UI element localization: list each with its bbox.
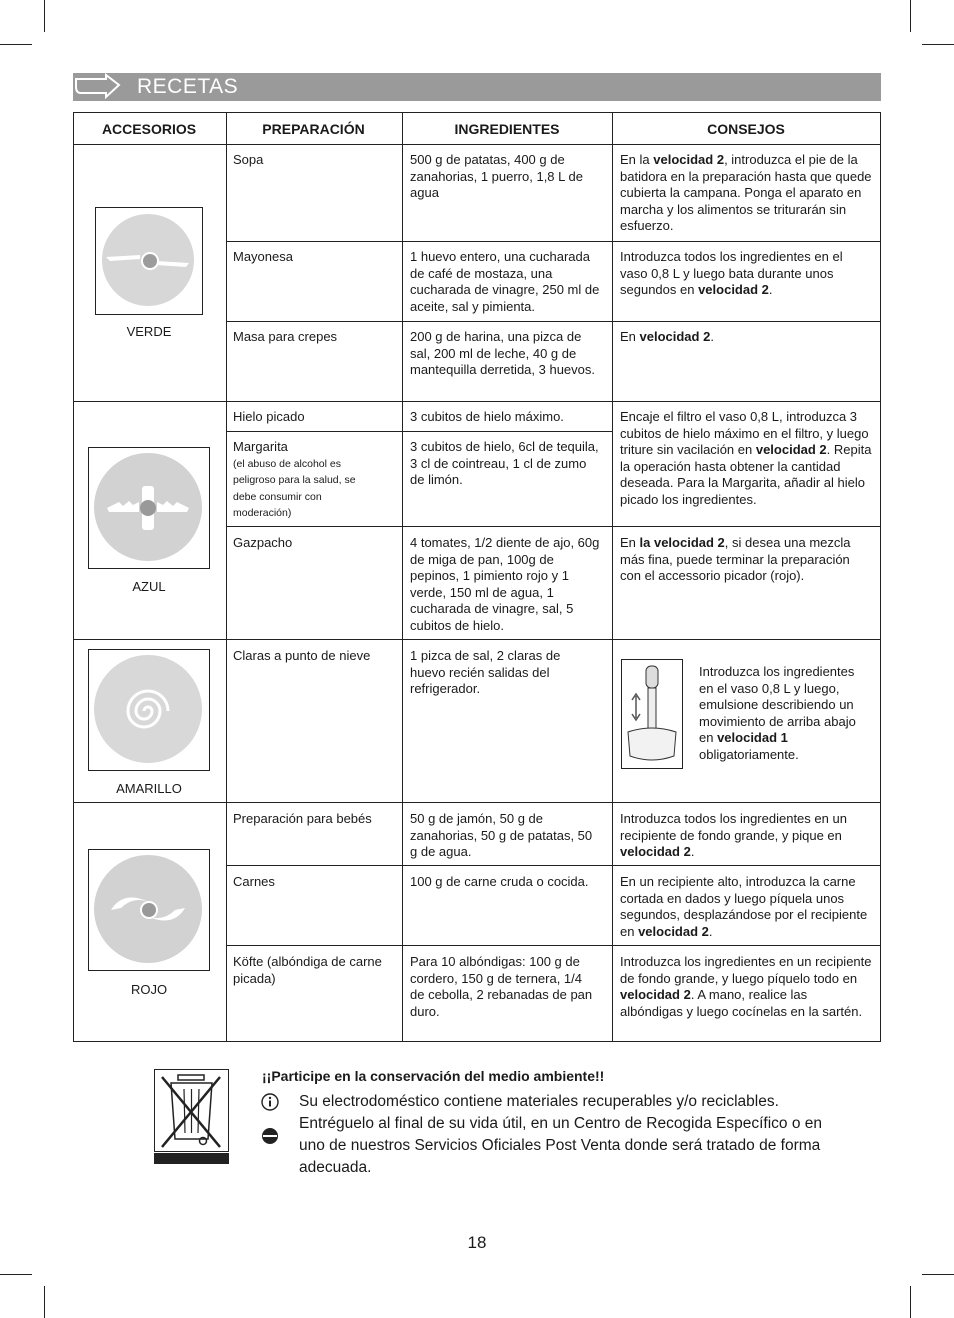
tip-crepes: En velocidad 2. — [620, 329, 714, 344]
prep-claras: Claras a punto de nieve — [233, 648, 371, 663]
crop-mark — [0, 44, 32, 45]
prep-gazpacho: Gazpacho — [233, 535, 293, 550]
blue-blade-accessory-image — [88, 447, 210, 569]
ingredients-sopa: 500 g de patatas, 400 g de zanahorias, 1 puerro, 1,8 L de agua — [410, 152, 583, 200]
margarita-note: (el abuso de alcohol es peligroso para la salud, se debe consumir con moderación) — [233, 457, 356, 519]
ingredients-kofte: Para 10 albóndigas: 100 g de cordero, 150 g de ternera, 1/4 de cebolla, 2 rebanadas de pan duro. — [410, 954, 593, 1019]
tip-hielo-margarita: Encaje el filtro el vaso 0,8 L, introduzca 3 cubitos de hielo máximo en el filtro, y luego triture sin vacilación en velocidad 2. Repita la operación hasta obtener la cantidad deseada. Para la Margarita, añadir al hielo picado los ingredientes. — [620, 409, 872, 507]
section-title: RECETAS — [137, 75, 239, 98]
red-blade-accessory-image — [88, 849, 210, 971]
ingredients-mayonesa: 1 huevo entero, una cucharada de café de mostaza, una cucharada de vinagre, 250 ml de aceite, sal y pimienta. — [410, 249, 600, 314]
environment-text: Su electrodoméstico contiene materiales recuperables y/o reciclables. Entréguelo al final de su vida útil, en un Centro de Recogida Específico o en uno de nuestros Servicios Oficiales Post Venta donde será tratado de forma adecuada. — [299, 1093, 823, 1176]
crop-mark — [0, 1274, 32, 1275]
tip-kofte: Introduzca los ingredientes en un recipiente de fondo grande, y luego píquelo todo en velocidad 2. A mano, realice las albóndigas y luego cocínelas en la sartén. — [620, 954, 872, 1019]
crop-mark — [922, 1274, 954, 1275]
crossed-out-bin-icon — [154, 1069, 229, 1164]
prep-hielo: Hielo picado — [233, 409, 305, 424]
prep-crepes: Masa para crepes — [233, 329, 338, 344]
green-blade-accessory-image — [95, 207, 203, 315]
margarita-title: Margarita — [233, 439, 288, 454]
tip-carnes: En un recipiente alto, introduzca la carne cortada en dados y luego píquela unos segundos, desplazándose por el recipiente en velocidad 2. — [620, 874, 868, 939]
yellow-whisk-accessory-image — [88, 649, 210, 771]
crop-mark — [44, 1286, 45, 1318]
prep-sopa: Sopa — [233, 152, 264, 167]
crop-mark — [922, 44, 954, 45]
crop-mark — [910, 1286, 911, 1318]
info-icon — [261, 1093, 279, 1116]
ingredients-crepes: 200 g de harina, una pizca de sal, 200 ml de leche, 40 g de mantequilla derretida, 3 huevos. — [410, 329, 596, 377]
tip-mayonesa: Introduzca todos los ingredientes en el vaso 0,8 L y luego bata durante unos segundos en velocidad 2. — [620, 249, 843, 297]
header-preparacion: PREPARACIÓN — [262, 121, 365, 137]
header-accesorios: ACCESORIOS — [101, 121, 197, 137]
header-consejos: CONSEJOS — [707, 121, 785, 137]
tip-bebes: Introduzca todos los ingredientes en un recipiente de fondo grande, y pique en velocidad 2. — [620, 811, 847, 859]
tip-claras: Introduzca los ingredientes en el vaso 0,8 L y luego, emulsione describiendo un movimiento de arriba abajo en velocidad 1 obligatoriamente. — [699, 664, 856, 762]
environment-title: ¡¡Participe en la conservación del medio ambiente!! — [262, 1068, 605, 1084]
tip-gazpacho: En la velocidad 2, si desea una mezcla más fina, puede terminar la preparación con el accessorio picador (rojo). — [620, 535, 851, 583]
disposal-icon — [261, 1127, 279, 1150]
ingredients-gazpacho: 4 tomates, 1/2 diente de ajo, 60g de miga de pan, 100g de pepinos, 1 pimiento rojo y 1 verde, 150 ml de agua, 1 cucharada de vinagre, sal, 5 cubitos de hielo. — [410, 535, 600, 633]
prep-carnes: Carnes — [233, 874, 275, 889]
ingredients-hielo: 3 cubitos de hielo máximo. — [410, 409, 564, 424]
page-number: 18 — [467, 1233, 487, 1252]
ingredients-claras: 1 pizca de sal, 2 claras de huevo recién salidas del refrigerador. — [410, 648, 561, 696]
prep-margarita — [233, 439, 393, 522]
arrow-right-icon — [73, 73, 123, 101]
prep-bebes: Preparación para bebés — [233, 811, 372, 826]
header-ingredientes: INGREDIENTES — [454, 121, 560, 137]
accessory-label-amarillo: AMARILLO — [116, 781, 182, 796]
section-banner — [73, 73, 881, 101]
ingredients-carnes: 100 g de carne cruda o cocida. — [410, 874, 589, 889]
hand-blender-in-jar-image — [621, 659, 683, 769]
crop-mark — [910, 0, 911, 32]
accessory-label-azul: AZUL — [132, 579, 166, 594]
prep-mayonesa: Mayonesa — [233, 249, 293, 264]
ingredients-bebes: 50 g de jamón, 50 g de zanahorias, 50 g de patatas, 50 g de agua. — [410, 811, 593, 859]
tip-sopa: En la velocidad 2, introduzca el pie de la batidora en la preparación hasta que quede cubierta la campana. Ponga el aparato en marcha y los alimentos se triturarán sin esfuerzo. — [620, 152, 872, 233]
ingredients-margarita: 3 cubitos de hielo, 6cl de tequila, 3 cl de cointreau, 1 cl de zumo de limón. — [410, 439, 599, 487]
accessory-label-verde: VERDE — [126, 324, 172, 339]
accessory-label-rojo: ROJO — [130, 982, 168, 997]
prep-kofte: Köfte (albóndiga de carne picada) — [233, 954, 382, 986]
crop-mark — [44, 0, 45, 32]
